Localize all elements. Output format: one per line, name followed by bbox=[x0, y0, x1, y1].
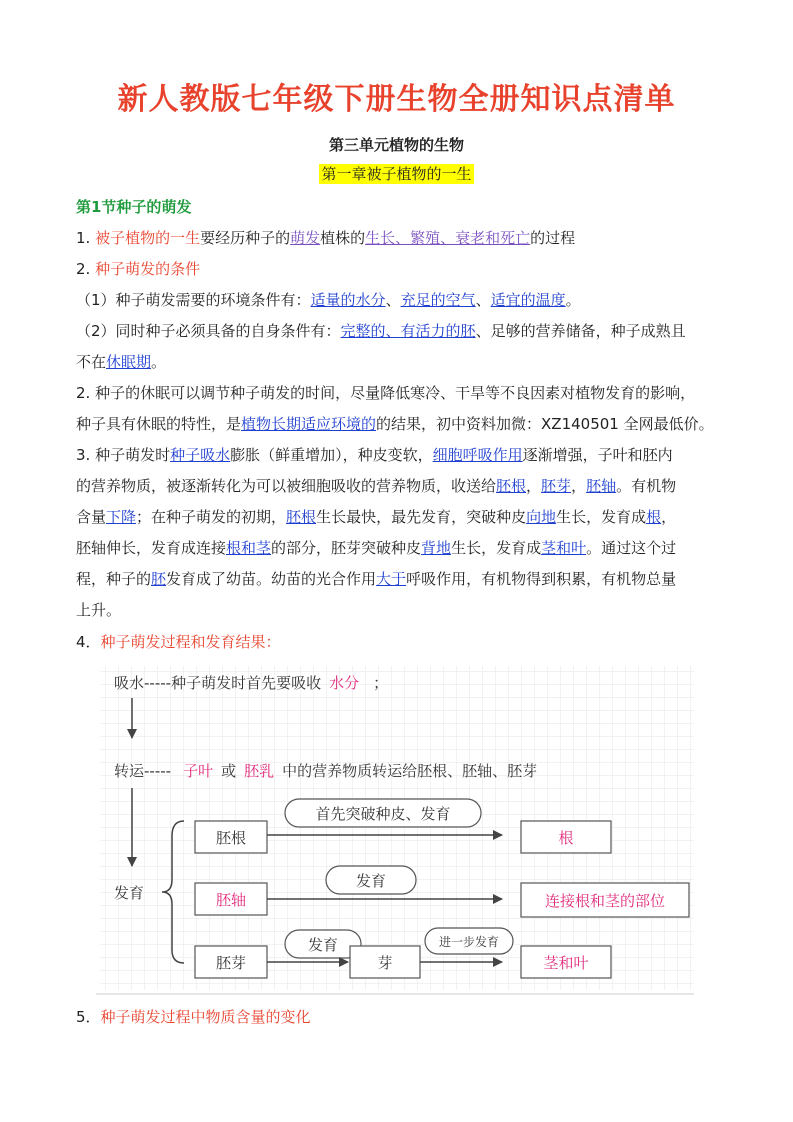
p10-text: 含量 bbox=[76, 508, 107, 526]
p1-key-stages: 生长、繁殖、衰老和死亡 bbox=[365, 229, 531, 247]
p12-text: 程，种子的 bbox=[76, 570, 152, 588]
p10-key-decrease: 下降 bbox=[106, 508, 137, 526]
p3-key-temp: 适宜的温度 bbox=[490, 291, 566, 309]
p3-key-water: 适量的水分 bbox=[310, 291, 386, 309]
p9-key-radicle: 胚根 bbox=[496, 477, 527, 495]
p10-text-3: 生长最快，最先发育，突破种皮 bbox=[316, 508, 527, 526]
p10-key-root: 根 bbox=[646, 508, 662, 526]
p11-key-root-stem: 根和茎 bbox=[226, 539, 272, 557]
bud-label: 芽 bbox=[377, 954, 393, 972]
p6-text: 2. 种子的休眠可以调节种子萌发的时间，尽量降低寒冷、干旱等不良因素对植物发育的影响， bbox=[76, 384, 696, 402]
p10-text-4: 生长，发育成 bbox=[556, 508, 647, 526]
p2-term: 种子萌发的条件 bbox=[95, 260, 201, 278]
p14-number: 4． bbox=[76, 633, 101, 651]
p5-end: 。 bbox=[151, 353, 167, 371]
p5-text: 不在 bbox=[76, 353, 107, 371]
section-heading: 第1节种子的萌发 bbox=[76, 198, 192, 216]
p9-text: 的营养物质，被逐渐转化为可以被细胞吸收的营养物质，收送给 bbox=[76, 477, 497, 495]
chapter-highlight: 第一章被子植物的一生 bbox=[321, 165, 472, 183]
p10-text-2: ；在种子萌发的初期， bbox=[136, 508, 287, 526]
p3-sep-2: 、 bbox=[475, 291, 491, 309]
p1-key-germination: 萌发 bbox=[290, 229, 321, 247]
p8-text-2: 膨胀（鲜重增加），种皮变软， bbox=[230, 446, 433, 464]
p11-key-upward: 背地 bbox=[421, 539, 452, 557]
p10-key-radicle: 胚根 bbox=[286, 508, 317, 526]
stem-leaf-label: 茎和叶 bbox=[543, 954, 589, 972]
root-stem-part-label: 连接根和茎的部位 bbox=[544, 892, 666, 910]
paragraph-10 bbox=[76, 507, 676, 527]
p8-text-3: 逐渐增强，子叶和胚内 bbox=[522, 446, 673, 464]
paragraph-15 bbox=[76, 1007, 311, 1027]
page-title: 新人教版七年级下册生物全册知识点清单 bbox=[117, 82, 676, 117]
paragraph-6 bbox=[76, 383, 695, 403]
paragraph-1 bbox=[76, 228, 575, 248]
p8-text: 3. 种子萌发时 bbox=[76, 446, 171, 464]
p4-text: （2）同时种子必须具备的自身条件有： bbox=[76, 322, 341, 340]
p3-sep: 、 bbox=[385, 291, 401, 309]
p3-text: （1）种子萌发需要的环境条件有： bbox=[76, 291, 311, 309]
paragraph-2 bbox=[76, 259, 200, 279]
paragraph-9 bbox=[76, 476, 676, 496]
p9-key-hypocotyl: 胚轴 bbox=[586, 477, 617, 495]
p3-key-air: 充足的空气 bbox=[400, 291, 476, 309]
plumule-label: 胚芽 bbox=[215, 954, 247, 972]
p9-key-plumule: 胚芽 bbox=[541, 477, 572, 495]
p13-text: 上升。 bbox=[76, 601, 122, 619]
paragraph-8 bbox=[76, 445, 673, 465]
p5-key-dormancy: 休眠期 bbox=[106, 353, 152, 371]
paragraph-11 bbox=[76, 538, 676, 558]
radicle-action: 首先突破种皮、发育 bbox=[315, 805, 451, 823]
p7-text-2: 的结果，初中资料加微：XZ140501 全网最低价。 bbox=[376, 415, 714, 433]
p11-text-4: 。通过这个过 bbox=[586, 539, 677, 557]
unit-heading: 第三单元植物的生物 bbox=[328, 136, 464, 154]
germination-diagram bbox=[92, 658, 698, 996]
p9-text-2: 。有机物 bbox=[616, 477, 677, 495]
paragraph-12 bbox=[76, 569, 676, 589]
paragraph-5 bbox=[76, 352, 166, 372]
p7-text: 种子具有休眠的特性，是 bbox=[76, 415, 242, 433]
p10-end: ， bbox=[661, 508, 677, 526]
p1-number: 1. bbox=[76, 229, 96, 247]
p15-number: 5． bbox=[76, 1008, 101, 1026]
p9-sep-2: ， bbox=[571, 477, 587, 495]
p12-text-3: 呼吸作用，有机物得到积累，有机物总量 bbox=[406, 570, 677, 588]
p8-key-respiration: 细胞呼吸作用 bbox=[432, 446, 523, 464]
p15-term: 种子萌发过程中物质含量的变化 bbox=[100, 1008, 311, 1026]
p11-key-stem-leaf: 茎和叶 bbox=[541, 539, 587, 557]
p3-end: 。 bbox=[565, 291, 581, 309]
develop-label: 发育 bbox=[114, 884, 145, 902]
p11-text-3: 生长，发育成 bbox=[451, 539, 542, 557]
paragraph-14 bbox=[76, 632, 281, 652]
p4-text-2: 、足够的营养储备，种子成熟且 bbox=[475, 322, 686, 340]
paragraph-7 bbox=[76, 414, 714, 434]
p9-sep: ， bbox=[526, 477, 542, 495]
p1-text-2: 植株的 bbox=[320, 229, 366, 247]
paragraph-13 bbox=[76, 600, 121, 620]
hypocotyl-label: 胚轴 bbox=[215, 891, 247, 909]
radicle-label: 胚根 bbox=[215, 829, 247, 847]
p1-text: 要经历种子的 bbox=[200, 229, 291, 247]
p1-term: 被子植物的一生 bbox=[95, 229, 201, 247]
p10-key-downward: 向地 bbox=[526, 508, 557, 526]
plumule-action: 发育 bbox=[307, 936, 339, 954]
p12-key-embryo: 胚 bbox=[151, 570, 167, 588]
p2-number: 2. bbox=[76, 260, 96, 278]
paragraph-3 bbox=[76, 290, 581, 310]
chapter-heading bbox=[0, 163, 793, 184]
p7-key-adapt: 植物长期适应环境的 bbox=[241, 415, 377, 433]
transport-row-label: 转运----- 子叶 或 胚乳 中的营养物质转运给胚根、胚轴、胚芽 bbox=[114, 762, 538, 780]
p14-term: 种子萌发过程和发育结果： bbox=[100, 633, 281, 651]
p12-text-2: 发育成了幼苗。幼苗的光合作用 bbox=[166, 570, 377, 588]
bud-action: 进一步发育 bbox=[438, 935, 500, 949]
p1-text-3: 的过程 bbox=[530, 229, 576, 247]
p12-key-greater: 大于 bbox=[376, 570, 407, 588]
absorb-row-label: 吸水-----种子萌发时首先要吸收 水分 ； bbox=[114, 674, 389, 692]
p11-text-2: 的部分，胚芽突破种皮 bbox=[271, 539, 422, 557]
paragraph-4 bbox=[76, 321, 686, 341]
p8-key-absorb: 种子吸水 bbox=[170, 446, 231, 464]
p11-text: 胚轴伸长，发育成连接 bbox=[76, 539, 227, 557]
root-label: 根 bbox=[558, 829, 574, 847]
p4-key-embryo: 完整的、有活力的胚 bbox=[340, 322, 476, 340]
hypocotyl-action: 发育 bbox=[355, 872, 387, 890]
